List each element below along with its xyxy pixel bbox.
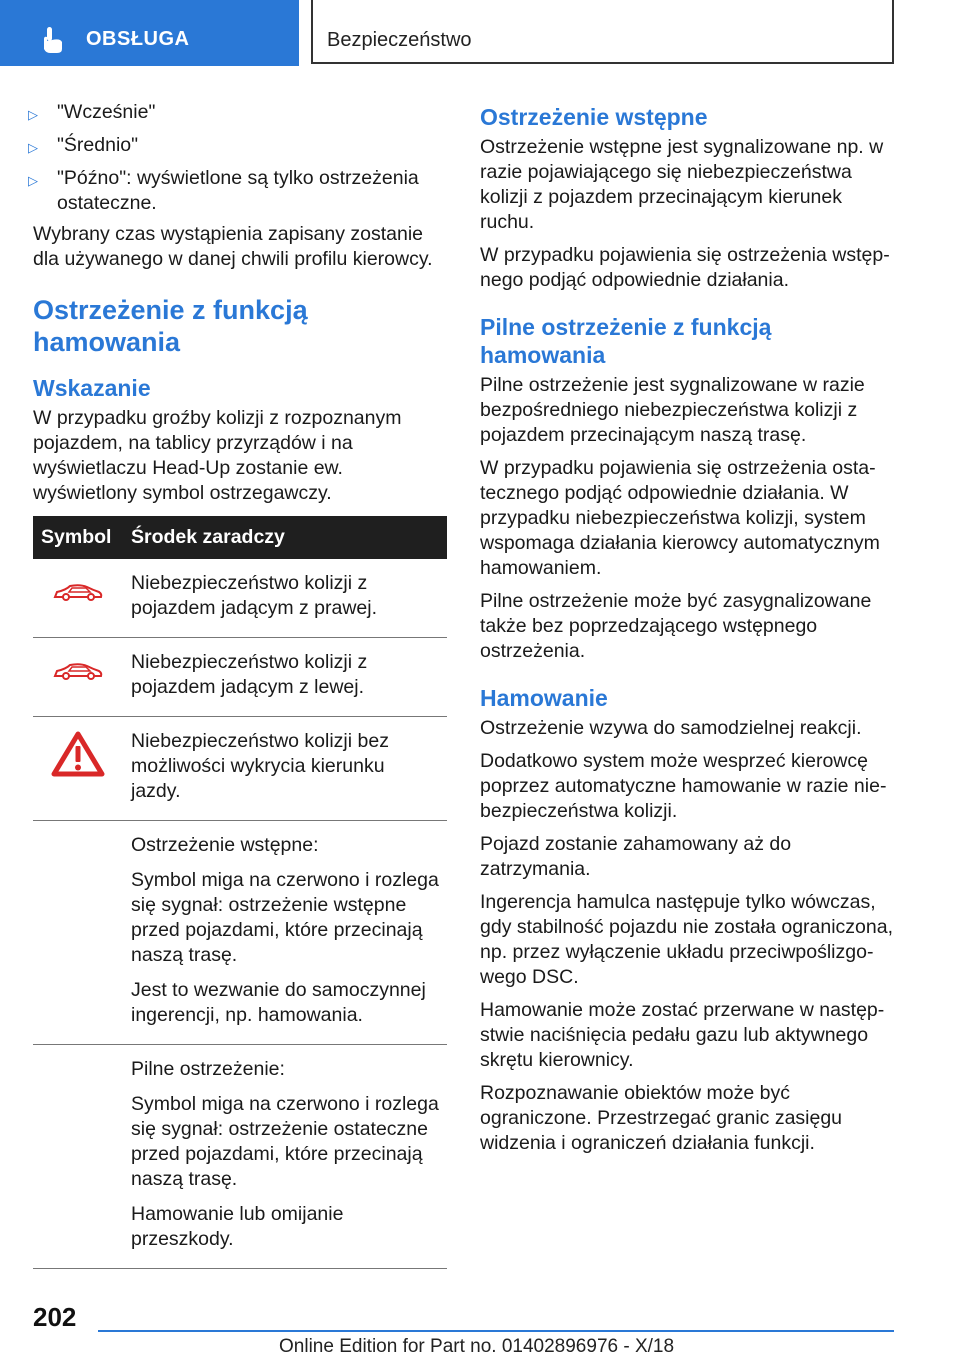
left-column — [28, 100, 447, 1269]
table-header-row — [33, 516, 447, 559]
table-row — [33, 638, 447, 717]
hand-pointer-icon — [38, 25, 68, 55]
table-cell-text: Jest to wezwanie do samoczynnej ingerencji, np. hamowania. — [131, 979, 426, 1026]
section-heading: Ostrzeżenie z funkcją hamowania — [33, 295, 308, 357]
section-tab-label: OBSŁUGA — [86, 28, 190, 50]
subsection-heading: Wskazanie — [33, 375, 151, 401]
table-cell-text: Hamowanie lub omijanie przeszkody. — [131, 1203, 344, 1250]
paragraph: Ingerencja hamulca następuje tylko wówczas, gdy stabilność pojazdu nie została ograniczona, np. przez wyłączenie układu przeciwpoślizgowego DSC. — [480, 891, 894, 988]
page-number: 202 — [33, 1302, 77, 1332]
table-cell-text: Niebezpieczeństwo kolizji bez możliwości wykrycia kierunku jazdy. — [131, 730, 389, 802]
list-item: ▷ "Późno": wyświetlone są tylko ostrzeżenia ostateczne. — [0, 166, 447, 216]
paragraph: Hamowanie może zostać przerwane w następstwie naciśnięcia pedału gazu lub aktywnego skrętu kierownicy. — [480, 999, 885, 1071]
subsection-heading: Ostrzeżenie wstępne — [480, 104, 708, 130]
bullet-list — [0, 100, 447, 216]
footer-divider — [98, 1330, 894, 1332]
table-cell-text: Ostrzeżenie wstępne: — [131, 834, 319, 856]
column-header-action: Środek zaradczy — [123, 516, 447, 559]
table-cell-text: Symbol miga na czerwono i rozlega się sygnał: ostrzeżenie wstępne przed pojazdami, które przecinają naszą trasę. — [131, 869, 439, 966]
paragraph: W przypadku pojawienia się ostrzeżenia wstępnego podjąć odpowiednie działania. — [480, 244, 890, 291]
table-cell-text: Niebezpieczeństwo kolizji z pojazdem jadącym z lewej. — [131, 651, 368, 698]
car-red-icon — [52, 660, 104, 682]
paragraph: Ostrzeżenie wstępne jest sygnalizowane np. w razie pojawiającego się niebezpieczeństwa kolizji z pojazdem przecinającym kierunek ruchu. — [480, 136, 884, 233]
paragraph: Pilne ostrzeżenie może być zasygnalizowane także bez poprzedzającego wstępnego ostrzeżenia. — [480, 590, 872, 662]
chapter-title: Bezpieczeństwo — [327, 29, 472, 51]
paragraph: W przypadku pojawienia się ostrzeżenia ostatecznego podjąć odpowiednie działania. W przypadku niebezpieczeństwa kolizji, system wspomaga działania kierowcy automatycznym hamowaniem. — [480, 457, 880, 579]
chapter-header — [311, 0, 894, 64]
table-cell-text: Pilne ostrzeżenie: — [131, 1058, 285, 1080]
paragraph: Ostrzeżenie wzywa do samodzielnej reakcji. — [480, 717, 862, 739]
paragraph: Pojazd zostanie zahamowany aż do zatrzymania. — [480, 833, 792, 880]
paragraph: Dodatkowo system może wesprzeć kierowcę poprzez automatyczne hamowanie w razie niebezpieczeństwa kolizji. — [480, 750, 887, 822]
list-item: ▷ "Średnio" — [0, 133, 447, 160]
subsection-heading: Pilne ostrzeżenie z funkcją hamowania — [480, 314, 772, 368]
table-cell-text: Symbol miga na czerwono i rozlega się sygnał: ostrzeżenie ostateczne przed pojazdami, które przecinają naszą trasę. — [131, 1093, 439, 1190]
right-column — [480, 100, 894, 1164]
triangle-bullet-icon: ▷ — [28, 107, 38, 122]
table-cell-text: Niebezpieczeństwo kolizji z pojazdem jadącym z prawej. — [131, 572, 378, 619]
paragraph: W przypadku groźby kolizji z rozpoznanym pojazdem, na tablicy przyrządów i na wyświetlaczu Head-Up zostanie ew. wyświetlony symbol ostrzegawczy. — [33, 407, 402, 504]
list-item: ▷ "Wcześnie" — [0, 100, 447, 127]
column-header-symbol: Symbol — [33, 516, 123, 559]
paragraph: Rozpoznawanie obiektów może być ograniczone. Przestrzegać granic zasięgu widzenia i ograniczeń działania funkcji. — [480, 1082, 843, 1154]
paragraph: Pilne ostrzeżenie jest sygnalizowane w razie bezpośredniego niebezpieczeństwa kolizji z pojazdem przecinającym naszą trasę. — [480, 374, 865, 446]
symbol-table — [33, 516, 447, 1269]
car-red-icon — [52, 581, 104, 603]
subsection-heading: Hamowanie — [480, 685, 608, 711]
warning-triangle-icon — [51, 731, 105, 777]
table-row — [33, 1045, 447, 1269]
table-row — [33, 717, 447, 821]
table-row — [33, 821, 447, 1045]
paragraph: Wybrany czas wystąpienia zapisany zostanie dla używanego w danej chwili profilu kierowcy. — [33, 223, 433, 270]
triangle-bullet-icon: ▷ — [28, 173, 38, 188]
triangle-bullet-icon: ▷ — [28, 140, 38, 155]
table-row — [33, 559, 447, 638]
section-tab — [0, 0, 299, 66]
edition-note: Online Edition for Part no. 01402896976 - X/18 — [279, 1336, 675, 1357]
